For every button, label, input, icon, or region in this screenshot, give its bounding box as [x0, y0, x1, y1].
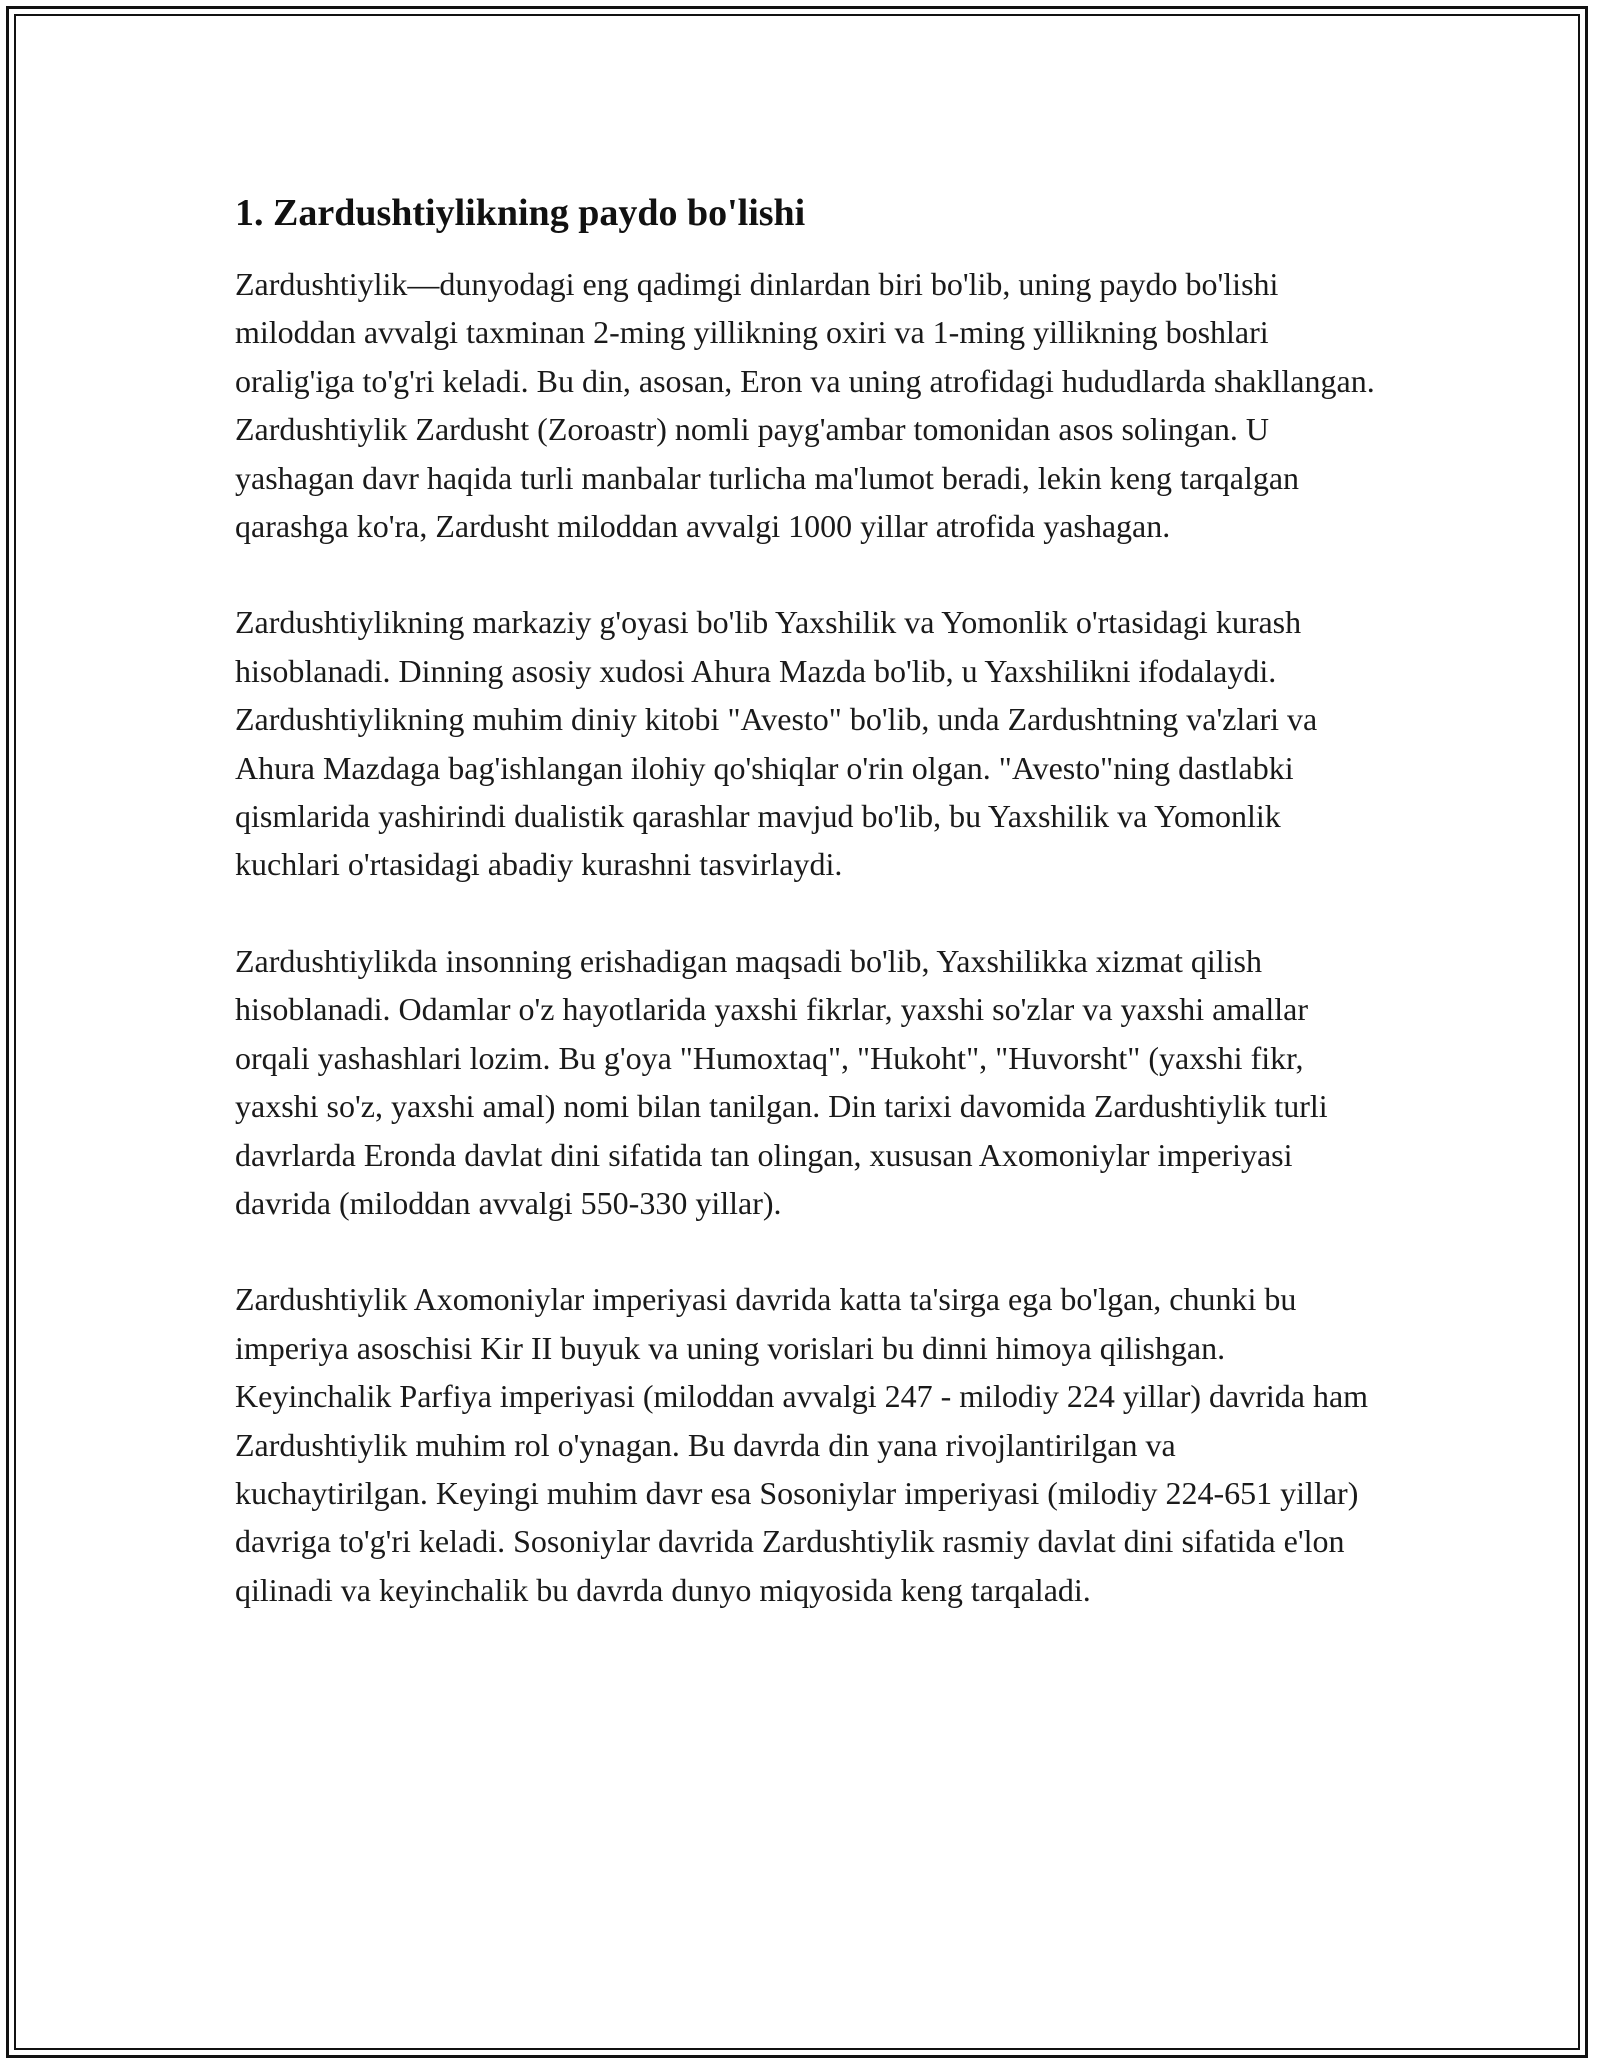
paragraph-1: Zardushtiylik—dunyodagi eng qadimgi dinlardan biri bo'lib, uning paydo bo'lishi miloddan avvalgi taxminan 2-ming yillikning oxiri va 1-ming yillikning boshlari oralig'iga to'g'ri keladi. Bu din, asosan, Eron va uning atrofidagi hududlarda shakllangan. Zardushtiylik Zardusht (Zoroastr) nomli payg'ambar tomonidan asos solingan. U yashagan davr haqida turli manbalar turlicha ma'lumot beradi, lekin keng tarqalgan qarashga ko'ra, Zardusht miloddan avvalgi 1000 yillar atrofida yashagan.: [235, 266, 1375, 545]
document-body: [235, 188, 1375, 1662]
paragraph-3: Zardushtiylikda insonning erishadigan maqsadi bo'lib, Yaxshilikka xizmat qilish hisoblanadi. Odamlar o'z hayotlarida yaxshi fikrlar, yaxshi so'zlar va yaxshi amallar orqali yashashlari lozim. Bu g'oya "Humoxtaq", "Hukoht", "Huvorsht" (yaxshi fikr, yaxshi so'z, yaxshi amal) nomi bilan tanilgan. Din tarixi davomida Zardushtiylik turli davrlarda Eronda davlat dini sifatida tan olingan, xususan Axomoniylar imperiyasi davrida (miloddan avvalgi 550-330 yillar).: [235, 942, 1328, 1221]
section-heading: 1. Zardushtiylikning paydo bo'lishi: [235, 192, 806, 234]
paragraph-2: Zardushtiylikning markaziy g'oyasi bo'lib Yaxshilik va Yomonlik o'rtasidagi kurash hisoblanadi. Dinning asosiy xudosi Ahura Mazda bo'lib, u Yaxshilikni ifodalaydi. Zardushtiylikning muhim diniy kitobi "Avesto" bo'lib, unda Zardushtning va'zlari va Ahura Mazdaga bag'ishlangan ilohiy qo'shiqlar o'rin olgan. "Avesto"ning dastlabki qismlarida yashirindi dualistik qarashlar mavjud bo'lib, bu Yaxshilik va Yomonlik kuchlari o'rtasidagi abadiy kurashni tasvirlaydi.: [235, 604, 1318, 883]
paragraph-4: Zardushtiylik Axomoniylar imperiyasi davrida katta ta'sirga ega bo'lgan, chunki bu imperiya asoschisi Kir II buyuk va uning vorislari bu dinni himoya qilishgan. Keyinchalik Parfiya imperiyasi (miloddan avvalgi 247 - milodiy 224 yillar) davrida ham Zardushtiylik muhim rol o'ynagan. Bu davrda din yana rivojlantirilgan va kuchaytirilgan. Keyingi muhim davr esa Sosoniylar imperiyasi (milodiy 224-651 yillar) davriga to'g'ri keladi. Sosoniylar davrida Zardushtiylik rasmiy davlat dini sifatida e'lon qilinadi va keyinchalik bu davrda dunyo miqyosida keng tarqaladi.: [235, 1281, 1369, 1608]
